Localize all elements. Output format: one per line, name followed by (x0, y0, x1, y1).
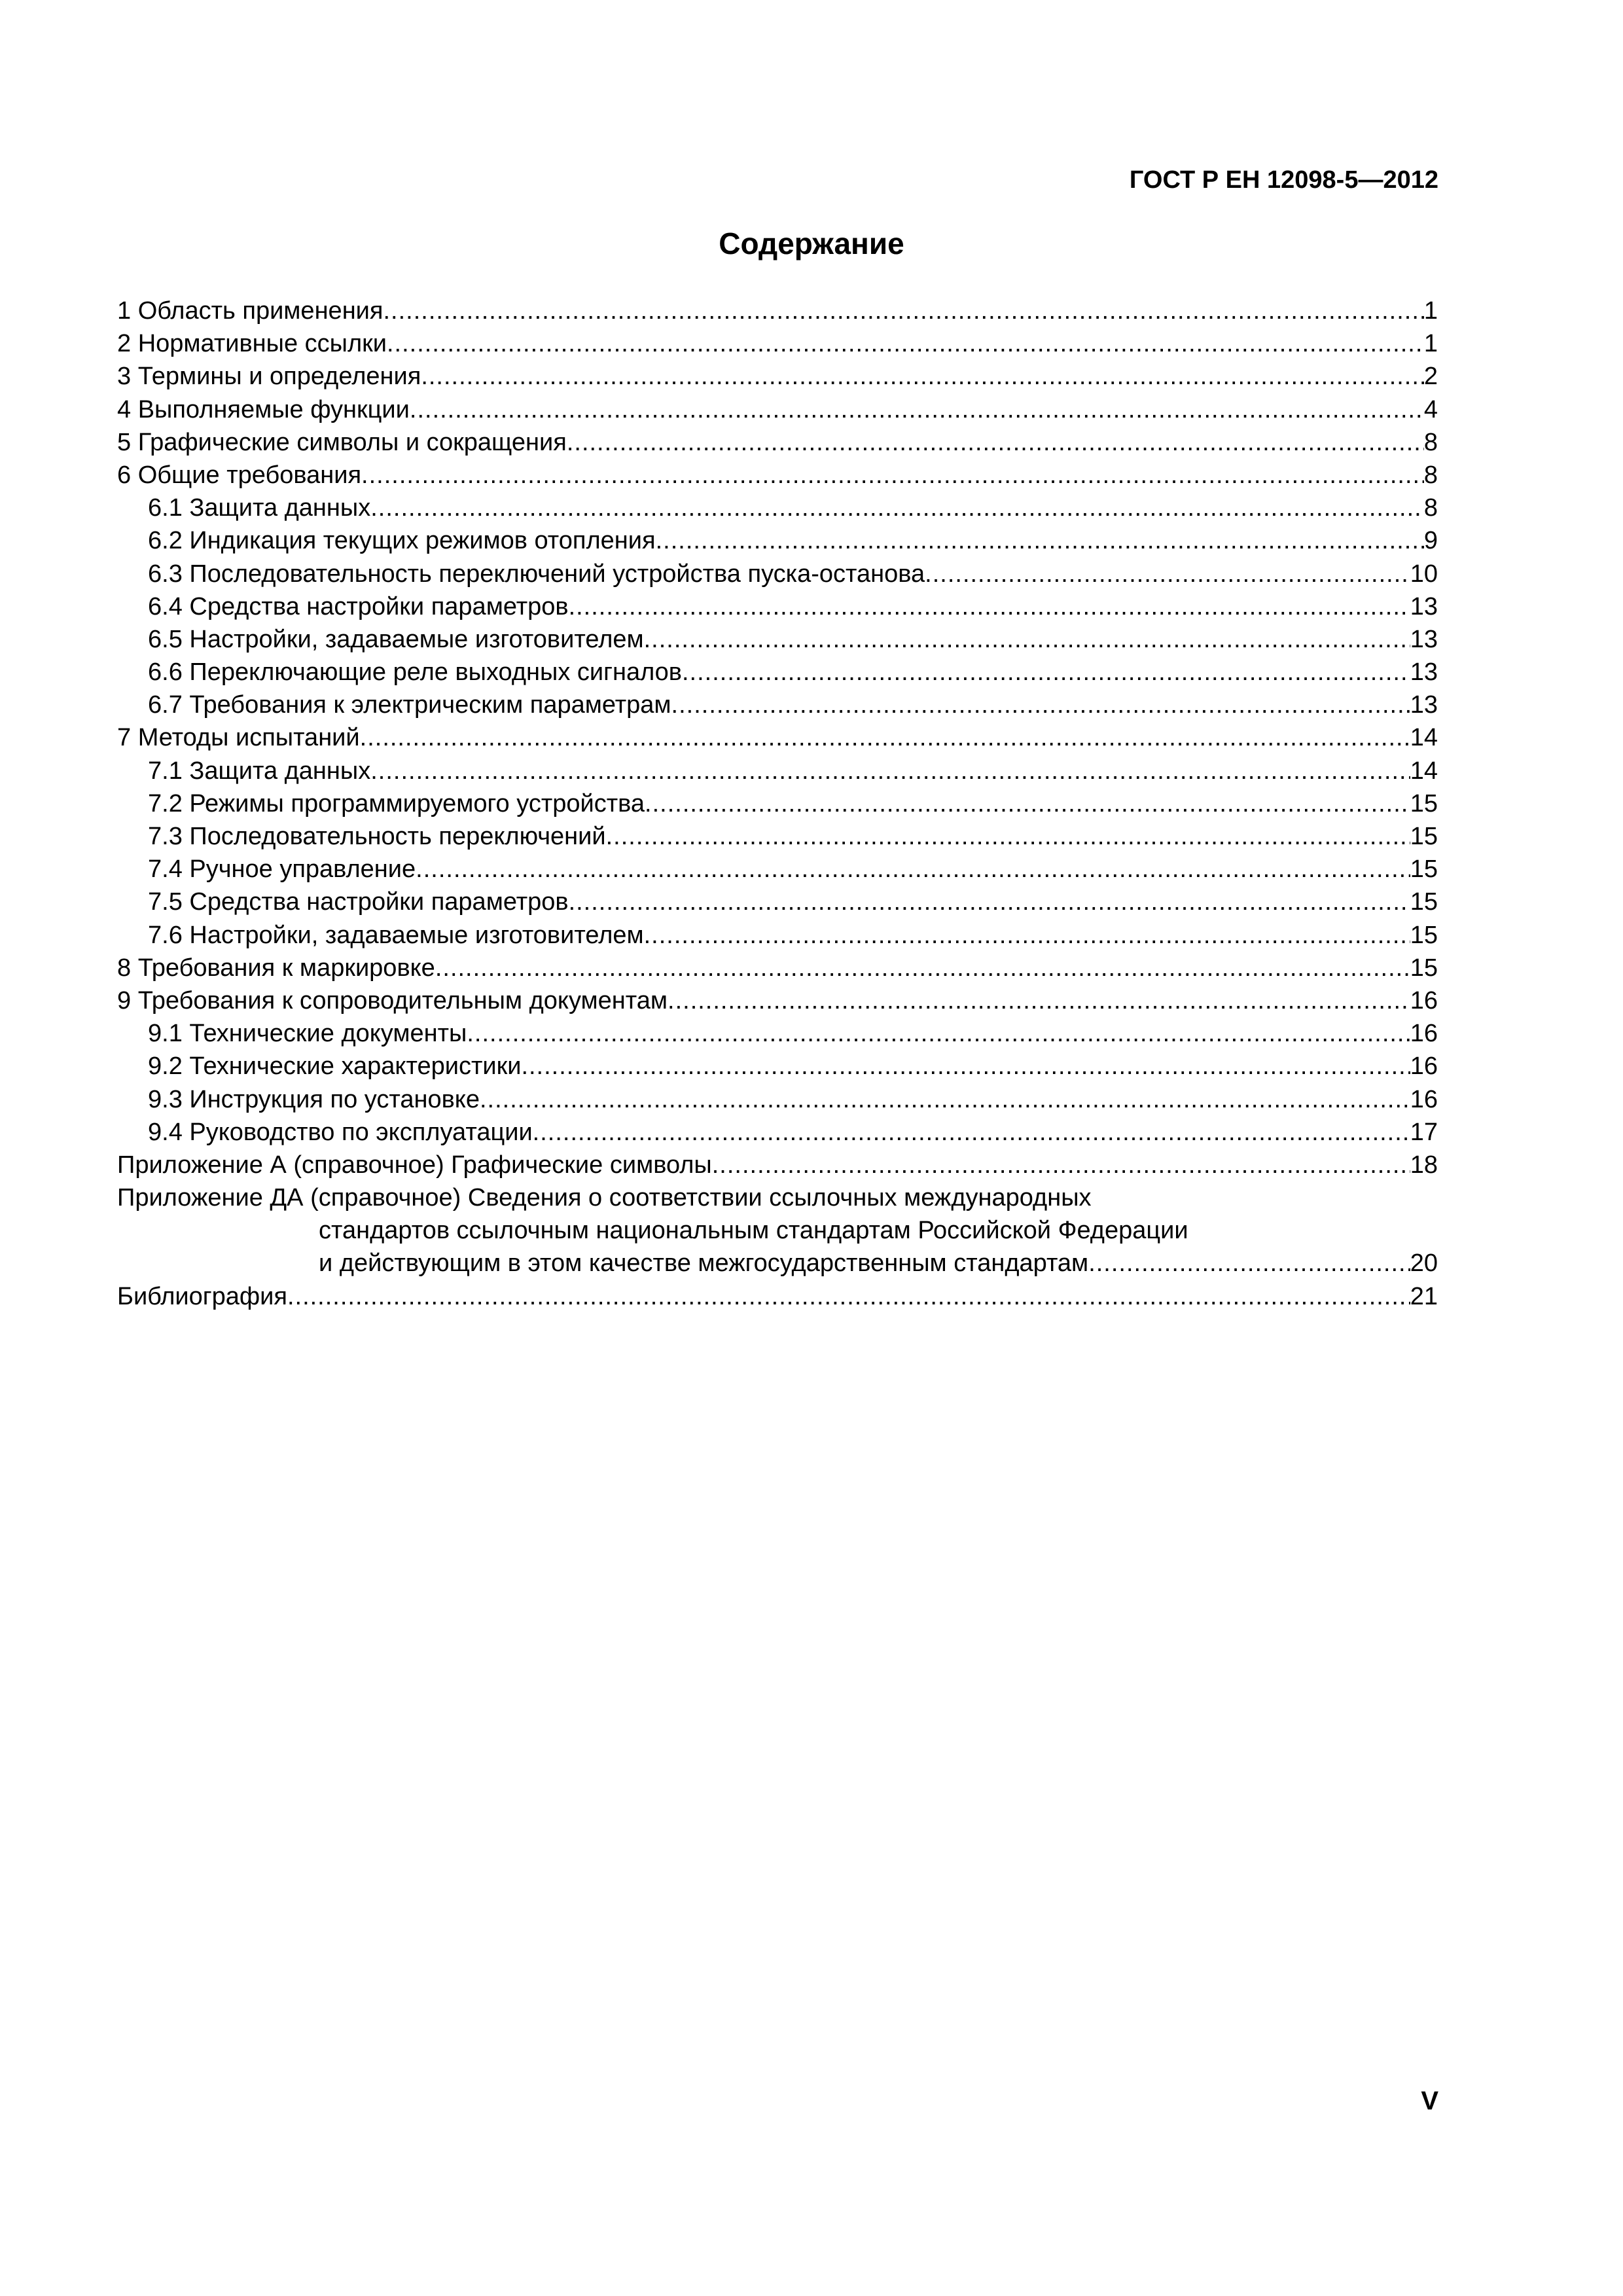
toc-entry-page: 20 (1410, 1249, 1438, 1278)
toc-entry-7-1[interactable] (117, 755, 1438, 787)
toc-entry-label: 7.5 Средства настройки параметров (148, 888, 569, 916)
page-number: V (1421, 2087, 1438, 2115)
toc-entry-7-6[interactable] (117, 919, 1438, 952)
toc-leader (287, 1280, 1410, 1313)
toc-leader (361, 459, 1424, 492)
toc-entry-page: 15 (1410, 888, 1438, 916)
toc-entry-label-continuation: и действующим в этом качестве межгосударственным стандартам (319, 1249, 1089, 1278)
toc-entry-label: 6 Общие требования (117, 461, 362, 489)
toc-leader (421, 360, 1424, 393)
toc-entry-label: 9.1 Технические документы (148, 1020, 467, 1048)
document-code: ГОСТ Р ЕН 12098-5—2012 (1129, 166, 1438, 194)
toc-leader (644, 623, 1410, 656)
toc-entry-9[interactable] (117, 984, 1438, 1017)
toc-entry-page: 8 (1423, 428, 1438, 456)
toc-entry-label: 6.7 Требования к электрическим параметрам (148, 691, 671, 719)
toc-entry-label: 9 Требования к сопроводительным документам (117, 986, 668, 1014)
toc-entry-5[interactable] (117, 426, 1438, 459)
toc-leader (387, 327, 1424, 360)
toc-leader (533, 1116, 1410, 1149)
toc-leader (671, 689, 1410, 721)
toc-entry-label: 7 Методы испытаний (117, 724, 360, 752)
toc-leader (416, 853, 1410, 886)
toc-entry-page: 14 (1410, 724, 1438, 752)
toc-entry-label: 1 Область применения (117, 297, 383, 325)
toc-leader (569, 590, 1410, 623)
toc-entry-label: 7.2 Режимы программируемого устройства (148, 789, 645, 817)
toc-entry-label-continuation: стандартов ссылочным национальным стандартам Российской Федерации (319, 1217, 1188, 1245)
toc-leader (410, 393, 1424, 426)
toc-entry-annex-da[interactable] (117, 1181, 1438, 1280)
toc-entry-label: 9.3 Инструкция по установке (148, 1085, 480, 1113)
toc-entry-page: 8 (1423, 494, 1438, 522)
toc-entry-page: 15 (1410, 823, 1438, 850)
toc-leader (925, 558, 1410, 590)
toc-leader (1088, 1247, 1410, 1280)
toc-entry-page: 16 (1410, 1052, 1438, 1081)
toc-entry-9-3[interactable] (117, 1083, 1438, 1116)
toc-leader (567, 426, 1424, 459)
toc-entry-label: Библиография (117, 1282, 287, 1310)
toc-entry-page: 4 (1423, 395, 1438, 423)
toc-leader (606, 820, 1410, 853)
toc-entry-label: 5 Графические символы и сокращения (117, 428, 567, 456)
toc-leader (360, 721, 1410, 754)
toc-entry-2[interactable] (117, 327, 1438, 360)
toc-entry-label: 7.6 Настройки, задаваемые изготовителем (148, 921, 644, 949)
toc-entry-4[interactable] (117, 393, 1438, 426)
toc-leader (521, 1050, 1410, 1083)
toc-entry-page: 1 (1423, 297, 1438, 325)
toc-entry-page: 15 (1410, 954, 1438, 982)
toc-entry-page: 18 (1410, 1151, 1438, 1179)
toc-entry-6-5[interactable] (117, 623, 1438, 656)
table-of-contents (117, 295, 1438, 1313)
toc-entry-label: 9.2 Технические характеристики (148, 1052, 522, 1081)
toc-entry-6-7[interactable] (117, 689, 1438, 721)
toc-entry-6-6[interactable] (117, 656, 1438, 689)
toc-entry-1[interactable] (117, 295, 1438, 327)
toc-entry-6-2[interactable] (117, 524, 1438, 557)
toc-entry-page: 16 (1410, 1020, 1438, 1048)
toc-entry-page: 2 (1423, 363, 1438, 391)
toc-entry-page: 13 (1410, 625, 1438, 653)
toc-leader (668, 984, 1410, 1017)
toc-leader (569, 886, 1410, 918)
toc-entry-7-4[interactable] (117, 853, 1438, 886)
toc-leader (682, 656, 1410, 689)
toc-leader (645, 787, 1410, 820)
toc-entry-page: 16 (1410, 986, 1438, 1014)
toc-entry-label: 6.3 Последовательность переключений устройства пуска-останова (148, 560, 925, 588)
toc-leader (383, 295, 1423, 327)
toc-entry-label: Приложение ДА (справочное) Сведения о соответствии ссылочных международных (117, 1184, 1092, 1212)
toc-entry-label: 8 Требования к маркировке (117, 954, 435, 982)
toc-entry-6-3[interactable] (117, 558, 1438, 590)
toc-entry-label: Приложение А (справочное) Графические символы (117, 1151, 712, 1179)
toc-entry-label: 9.4 Руководство по эксплуатации (148, 1118, 533, 1146)
toc-entry-annex-a[interactable] (117, 1149, 1438, 1181)
toc-leader (370, 492, 1424, 524)
toc-entry-6-1[interactable] (117, 492, 1438, 524)
toc-entry-label: 4 Выполняемые функции (117, 395, 410, 423)
toc-entry-7[interactable] (117, 721, 1438, 754)
toc-entry-label: 6.1 Защита данных (148, 494, 371, 522)
toc-leader (656, 524, 1424, 557)
toc-entry-label: 6.2 Индикация текущих режимов отопления (148, 527, 656, 555)
toc-entry-3[interactable] (117, 360, 1438, 393)
toc-entry-page: 15 (1410, 789, 1438, 817)
toc-entry-page: 10 (1410, 560, 1438, 588)
toc-entry-page: 17 (1410, 1118, 1438, 1146)
toc-entry-7-2[interactable] (117, 787, 1438, 820)
toc-entry-label: 3 Термины и определения (117, 363, 421, 391)
toc-entry-label: 7.1 Защита данных (148, 757, 371, 785)
toc-entry-6-4[interactable] (117, 590, 1438, 623)
toc-entry-page: 13 (1410, 592, 1438, 620)
toc-leader (370, 755, 1410, 787)
toc-entry-page: 21 (1410, 1282, 1438, 1310)
toc-leader (435, 952, 1410, 984)
toc-entry-page: 1 (1423, 330, 1438, 358)
toc-entry-9-4[interactable] (117, 1116, 1438, 1149)
toc-leader (480, 1083, 1410, 1116)
toc-entry-label: 6.4 Средства настройки параметров (148, 592, 569, 620)
toc-entry-8[interactable] (117, 952, 1438, 984)
toc-entry-page: 13 (1410, 691, 1438, 719)
toc-leader (712, 1149, 1410, 1181)
toc-entry-label: 6.6 Переключающие реле выходных сигналов (148, 658, 682, 687)
toc-entry-page: 9 (1423, 527, 1438, 555)
toc-entry-label: 2 Нормативные ссылки (117, 330, 387, 358)
page-title: Содержание (719, 226, 904, 260)
toc-entry-page: 16 (1410, 1085, 1438, 1113)
toc-entry-page: 13 (1410, 658, 1438, 687)
toc-leader (467, 1017, 1410, 1050)
toc-entry-label: 6.5 Настройки, задаваемые изготовителем (148, 625, 644, 653)
toc-entry-label-last-line (117, 1247, 1438, 1280)
toc-entry-9-2[interactable] (117, 1050, 1438, 1083)
toc-entry-label: 7.4 Ручное управление (148, 855, 416, 884)
toc-entry-6[interactable] (117, 459, 1438, 492)
toc-entry-7-5[interactable] (117, 886, 1438, 918)
toc-entry-page: 15 (1410, 921, 1438, 949)
toc-entry-bibliography[interactable] (117, 1280, 1438, 1313)
toc-entry-7-3[interactable] (117, 820, 1438, 853)
toc-leader (644, 919, 1410, 952)
toc-entry-page: 14 (1410, 757, 1438, 785)
toc-entry-label: 7.3 Последовательность переключений (148, 823, 606, 850)
toc-entry-page: 15 (1410, 855, 1438, 884)
toc-entry-9-1[interactable] (117, 1017, 1438, 1050)
toc-entry-page: 8 (1423, 461, 1438, 489)
